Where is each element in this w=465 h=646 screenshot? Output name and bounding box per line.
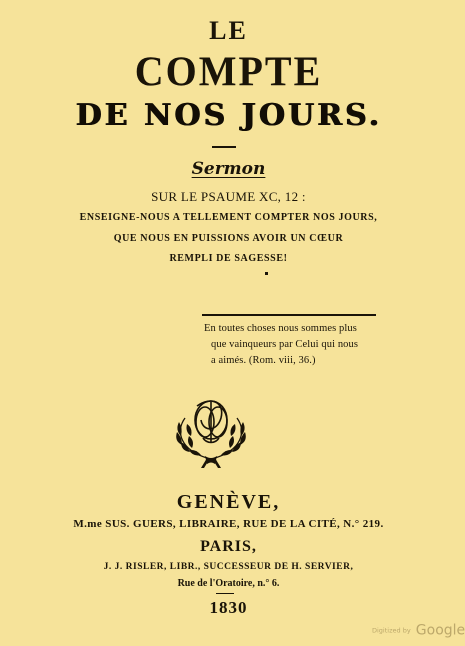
google-watermark	[372, 620, 465, 639]
epigraph-line-2: que vainqueurs par Celui qui nous	[211, 339, 359, 350]
google-logo: Google	[415, 622, 465, 639]
publication-year: 1830	[209, 598, 248, 617]
watermark-prefix: Digitized by	[372, 626, 411, 635]
epigraph-line-1: En toutes choses nous sommes plus	[204, 323, 357, 334]
verse-line-2: QUE NOUS EN PUISSIONS AVOIR UN CŒUR	[113, 233, 344, 244]
ink-dot	[265, 272, 268, 275]
imprint-publisher-geneve: M.me SUS. GUERS, LIBRAIRE, RUE DE LA CITÉ, N.° 219.	[73, 518, 384, 530]
imprint-city-paris: PARIS,	[200, 538, 257, 555]
sermon-heading: Sermon	[191, 159, 266, 179]
divider-long	[202, 314, 376, 316]
verse-line-3: REMPLI DE SAGESSE!	[169, 253, 288, 264]
title-line-compte: COMPTE	[134, 47, 323, 96]
imprint-address-paris: Rue de l'Oratoire, n.° 6.	[177, 578, 280, 589]
epigraph-line-3: a aimés. (Rom. viii, 36.)	[211, 355, 316, 366]
divider-short	[212, 146, 236, 148]
imprint-city-geneve: GENÈVE,	[176, 491, 281, 513]
divider-tiny	[216, 593, 234, 594]
title-line-de-nos-jours: DE NOS JOURS.	[75, 98, 382, 133]
imprint-publisher-paris: J. J. RISLER, LIBR., SUCCESSEUR DE H. SERVIER,	[103, 562, 354, 572]
title-line-le: LE	[209, 16, 248, 45]
psalm-reference: SUR LE PSAUME XC, 12 :	[151, 189, 306, 204]
verse-line-1: ENSEIGNE-NOUS A TELLEMENT COMPTER NOS JOURS,	[79, 212, 378, 223]
monogram-wreath-icon	[167, 392, 255, 472]
